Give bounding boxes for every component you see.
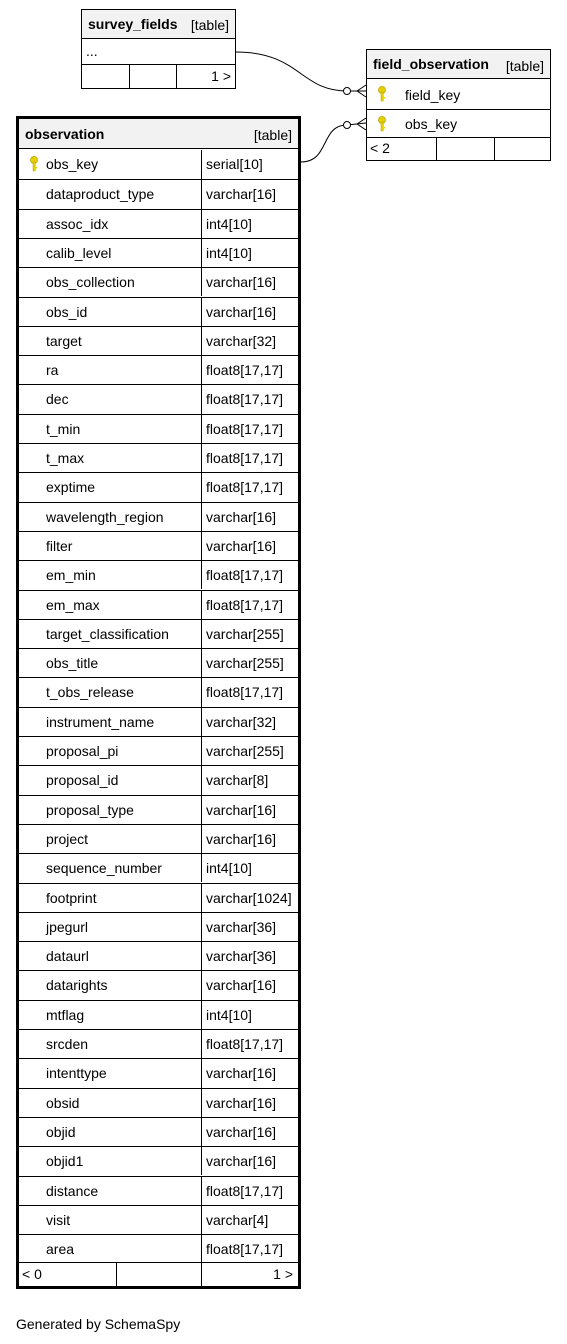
link-observation-to-field-observation <box>301 123 366 162</box>
column-name-cell <box>19 385 201 413</box>
column-row[interactable] <box>19 1088 298 1117</box>
column-row[interactable] <box>19 912 298 941</box>
column-name-cell <box>19 1001 201 1029</box>
column-name: mtflag <box>46 1006 85 1023</box>
column-row[interactable] <box>19 970 298 999</box>
column-type-cell <box>201 884 298 912</box>
column-name: obs_title <box>46 655 99 672</box>
column-row[interactable] <box>19 1000 298 1029</box>
column-name: filter <box>46 537 73 554</box>
column-type: varchar[16] <box>206 508 277 525</box>
column-name-cell <box>19 415 201 443</box>
column-type-cell <box>201 854 298 882</box>
table-kind: [table] <box>190 17 229 33</box>
column-type-cell <box>201 971 298 999</box>
column-name-cell <box>19 913 201 941</box>
table-header <box>82 10 235 39</box>
footer-cell <box>116 1263 201 1286</box>
column-name: proposal_id <box>46 772 119 789</box>
column-type: varchar[255] <box>206 743 284 759</box>
optional-circle-marker <box>344 88 351 95</box>
column-name: proposal_pi <box>46 743 119 759</box>
column-row[interactable] <box>367 80 550 109</box>
column-type: float8[17,17] <box>206 684 284 701</box>
column-name: t_max <box>46 450 85 466</box>
table-name: survey_fields <box>88 16 178 32</box>
column-name-cell <box>19 473 201 501</box>
column-name-cell <box>19 1118 201 1146</box>
column-type: varchar[16] <box>206 1123 277 1140</box>
column-name: instrument_name <box>46 713 155 730</box>
column-row[interactable] <box>19 1234 298 1263</box>
footer-cell <box>494 138 550 160</box>
column-type: varchar[8] <box>206 772 269 789</box>
column-row[interactable] <box>19 824 298 853</box>
key-icon <box>376 116 388 132</box>
generated-by-credit: Generated by SchemaSpy <box>16 1316 181 1332</box>
column-type-cell <box>201 532 298 560</box>
column-type-cell <box>201 1089 298 1117</box>
column-name: obs_id <box>46 303 88 320</box>
table-name: observation <box>25 126 105 142</box>
column-type: float8[17,17] <box>206 567 284 584</box>
column-row[interactable] <box>19 384 298 413</box>
table-kind: [table] <box>253 127 292 143</box>
column-name-cell <box>19 210 201 238</box>
column-type: float8[17,17] <box>206 450 284 466</box>
column-name: project <box>46 830 89 847</box>
column-name-cell <box>19 268 201 296</box>
column-row[interactable] <box>19 443 298 472</box>
column-type-cell <box>201 825 298 853</box>
column-name-cell <box>19 1206 201 1234</box>
column-type: varchar[16] <box>206 830 277 847</box>
column-row[interactable] <box>19 355 298 384</box>
column-name: obsid <box>46 1094 80 1111</box>
column-name: em_max <box>46 596 100 613</box>
column-name: obs_key <box>46 156 99 172</box>
column-type-cell <box>201 239 298 267</box>
column-name-cell <box>19 708 201 736</box>
column-row[interactable] <box>19 1205 298 1234</box>
column-type: float8[17,17] <box>206 420 284 437</box>
column-name-cell <box>19 1177 201 1205</box>
column-row[interactable] <box>19 179 298 208</box>
column-row[interactable] <box>19 326 298 355</box>
column-type: varchar[16] <box>206 801 277 818</box>
column-name: calib_level <box>46 244 112 261</box>
column-type-cell <box>201 210 298 238</box>
table-footer <box>19 1262 298 1286</box>
column-type-cell <box>201 737 298 765</box>
column-type-cell <box>201 385 298 413</box>
field-observation-table[interactable] <box>366 49 551 161</box>
column-name: area <box>46 1241 75 1258</box>
column-type-cell <box>201 796 298 824</box>
column-name: obs_collection <box>46 274 135 291</box>
footer-children-link[interactable]: 1 > <box>176 65 235 88</box>
footer-parents-link[interactable]: < 2 <box>370 140 390 156</box>
column-name: objid <box>46 1123 76 1140</box>
column-name-cell <box>19 180 201 208</box>
column-type-cell <box>201 1235 298 1263</box>
column-name-cell <box>19 1059 201 1087</box>
column-name: target_classification <box>46 625 169 642</box>
column-name: field_key <box>405 87 461 103</box>
table-kind: [table] <box>505 58 544 74</box>
column-type: varchar[36] <box>206 918 277 935</box>
column-type-cell <box>201 766 298 794</box>
column-type: int4[10] <box>206 244 252 261</box>
column-type: varchar[1024] <box>206 889 292 906</box>
column-type-cell <box>201 561 298 589</box>
column-row[interactable] <box>19 883 298 912</box>
column-row[interactable] <box>19 1058 298 1087</box>
column-row[interactable] <box>19 707 298 736</box>
column-row[interactable] <box>19 765 298 794</box>
column-type: varchar[16] <box>206 303 277 320</box>
column-name: wavelength_region <box>46 508 164 525</box>
column-row[interactable] <box>19 560 298 589</box>
column-row[interactable] <box>19 736 298 765</box>
column-row[interactable] <box>19 1146 298 1175</box>
column-row[interactable] <box>19 795 298 824</box>
column-name-cell <box>19 971 201 999</box>
column-row[interactable] <box>19 472 298 501</box>
column-name-cell <box>19 854 201 882</box>
column-name-cell <box>19 239 201 267</box>
column-name: ra <box>46 362 59 379</box>
column-type-cell <box>201 620 298 648</box>
column-name-cell <box>19 884 201 912</box>
column-type: varchar[16] <box>206 537 277 554</box>
column-type-cell <box>201 1059 298 1087</box>
column-row[interactable] <box>19 531 298 560</box>
column-type: float8[17,17] <box>206 479 284 496</box>
column-row[interactable] <box>19 677 298 706</box>
column-type: float8[17,17] <box>206 1036 284 1052</box>
column-type-cell <box>201 298 298 326</box>
ellipsis-text: ... <box>86 43 98 59</box>
column-type: varchar[16] <box>206 186 277 203</box>
column-type: varchar[255] <box>206 625 284 642</box>
column-name: datarights <box>46 977 108 994</box>
column-type-cell <box>201 591 298 619</box>
key-icon <box>28 156 40 172</box>
column-row[interactable] <box>19 238 298 267</box>
column-type: float8[17,17] <box>206 391 284 408</box>
ellipsis-row <box>82 40 235 64</box>
column-name-cell <box>19 1235 201 1263</box>
column-row[interactable] <box>19 1117 298 1146</box>
column-row[interactable] <box>19 150 298 179</box>
column-name: visit <box>46 1211 71 1228</box>
table-name: field_observation <box>373 56 489 72</box>
column-name-cell <box>19 942 201 970</box>
column-type: varchar[255] <box>206 655 284 672</box>
table-header <box>367 50 550 79</box>
footer-cell <box>436 138 494 160</box>
column-type-cell <box>201 1147 298 1175</box>
column-row[interactable] <box>19 502 298 531</box>
column-type-cell <box>201 415 298 443</box>
column-name: exptime <box>46 479 96 496</box>
column-name-cell <box>19 620 201 648</box>
column-type: float8[17,17] <box>206 362 284 379</box>
column-name-cell <box>19 561 201 589</box>
column-row[interactable] <box>19 297 298 326</box>
column-name-cell <box>19 1147 201 1175</box>
column-name-cell <box>19 766 201 794</box>
column-type-cell <box>201 1001 298 1029</box>
column-row[interactable] <box>19 1176 298 1205</box>
column-type-cell <box>201 1177 298 1205</box>
column-name: t_min <box>46 420 81 437</box>
column-row[interactable] <box>19 209 298 238</box>
column-type-cell <box>201 649 298 677</box>
column-type: int4[10] <box>206 860 252 877</box>
column-type: float8[17,17] <box>206 596 284 613</box>
column-name: target <box>46 332 82 349</box>
survey-fields-table[interactable] <box>81 9 236 89</box>
column-row[interactable] <box>19 619 298 648</box>
link-survey-to-field-observation <box>236 52 366 91</box>
column-name: obs_key <box>405 116 458 132</box>
column-type-cell <box>201 150 298 179</box>
column-name: jpegurl <box>46 918 89 935</box>
footer-children-link[interactable]: 1 > <box>201 1263 298 1286</box>
column-type-cell <box>201 913 298 941</box>
column-name: distance <box>46 1182 99 1199</box>
column-type: varchar[4] <box>206 1211 269 1228</box>
column-name-cell <box>19 150 201 179</box>
column-type: varchar[36] <box>206 948 277 965</box>
column-type-cell <box>201 268 298 296</box>
column-name-cell <box>19 444 201 472</box>
column-name: footprint <box>46 889 97 906</box>
column-type-cell <box>201 1206 298 1234</box>
column-type: varchar[16] <box>206 1153 277 1170</box>
column-name-cell <box>19 825 201 853</box>
column-type: int4[10] <box>206 1006 252 1023</box>
column-name-cell <box>19 796 201 824</box>
column-type: float8[17,17] <box>206 1241 284 1258</box>
column-name-cell <box>19 591 201 619</box>
column-name: t_obs_release <box>46 684 134 701</box>
column-type: float8[17,17] <box>206 1182 284 1199</box>
column-type: serial[10] <box>206 156 263 172</box>
column-type-cell <box>201 180 298 208</box>
column-type-cell <box>201 678 298 706</box>
table-header <box>19 119 298 149</box>
column-name-cell <box>19 678 201 706</box>
column-row[interactable] <box>19 941 298 970</box>
column-row[interactable] <box>19 853 298 882</box>
column-name-cell <box>19 503 201 531</box>
column-name-cell <box>19 1030 201 1058</box>
column-name-cell <box>19 532 201 560</box>
column-type-cell <box>201 327 298 355</box>
column-name-cell <box>19 327 201 355</box>
column-type: varchar[16] <box>206 274 277 291</box>
footer-cell <box>82 65 129 88</box>
column-name: em_min <box>46 567 96 584</box>
column-name-cell <box>19 356 201 384</box>
table-footer <box>82 64 235 88</box>
optional-circle-marker <box>344 122 351 129</box>
column-name: dataurl <box>46 948 89 965</box>
column-name: srcden <box>46 1036 89 1052</box>
column-name-cell <box>19 649 201 677</box>
column-type: varchar[32] <box>206 332 277 349</box>
column-type-cell <box>201 708 298 736</box>
column-name: sequence_number <box>46 860 162 877</box>
column-name: objid1 <box>46 1153 84 1170</box>
footer-parents-link[interactable]: < 0 <box>22 1266 42 1282</box>
column-type: varchar[16] <box>206 977 277 994</box>
column-row[interactable] <box>19 1029 298 1058</box>
column-name: dataproduct_type <box>46 186 155 203</box>
column-name: assoc_idx <box>46 215 109 232</box>
key-icon <box>376 86 388 102</box>
column-name-cell <box>19 298 201 326</box>
column-type-cell <box>201 1118 298 1146</box>
column-row[interactable] <box>19 267 298 296</box>
observation-table[interactable] <box>16 116 301 1289</box>
column-type-cell <box>201 503 298 531</box>
column-name-cell <box>19 1089 201 1117</box>
column-type-cell <box>201 473 298 501</box>
column-row[interactable] <box>19 414 298 443</box>
column-type: int4[10] <box>206 215 252 232</box>
column-type-cell <box>201 942 298 970</box>
column-type-cell <box>201 1030 298 1058</box>
column-row[interactable] <box>367 109 550 138</box>
column-type-cell <box>201 444 298 472</box>
column-name: proposal_type <box>46 801 134 818</box>
column-type-cell <box>201 356 298 384</box>
table-footer <box>367 137 550 160</box>
column-row[interactable] <box>19 590 298 619</box>
footer-cell <box>129 65 176 88</box>
column-name: dec <box>46 391 69 408</box>
column-row[interactable] <box>19 648 298 677</box>
column-name-cell <box>19 737 201 765</box>
column-name: intenttype <box>46 1065 107 1082</box>
column-type: varchar[32] <box>206 713 277 730</box>
column-type: varchar[16] <box>206 1065 277 1082</box>
column-type: varchar[16] <box>206 1094 277 1111</box>
